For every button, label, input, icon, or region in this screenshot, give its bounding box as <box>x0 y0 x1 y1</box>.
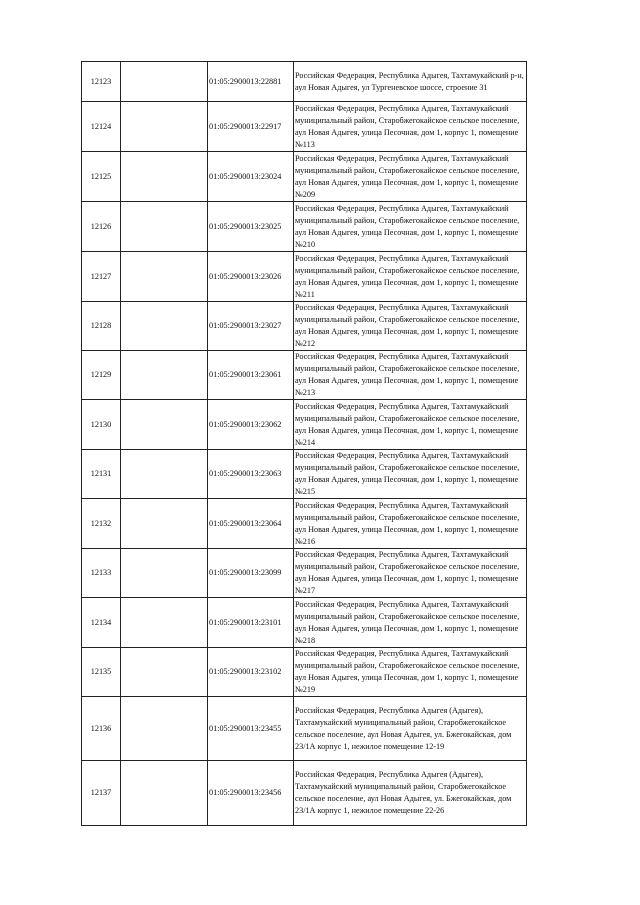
cadastral-number-cell: 01:05:2900013:23102 <box>208 648 294 697</box>
empty-cell <box>121 351 208 400</box>
empty-cell <box>121 499 208 549</box>
empty-cell <box>121 202 208 252</box>
table-row <box>82 302 527 351</box>
cadastral-number-cell: 01:05:2900013:23064 <box>208 499 294 549</box>
address-cell: Российская Федерация, Республика Адыгея, Тахтамукайский муниципальный район, Старобжегокайское сельское поселение, аул Новая Адыгея, улица Песочная, дом 1, корпус 1, помещение №214 <box>294 400 527 450</box>
address-cell: Российская Федерация, Республика Адыгея, Тахтамукайский муниципальный район, Старобжегокайское сельское поселение, аул Новая Адыгея, улица Песочная, дом 1, корпус 1, помещение №219 <box>294 648 527 697</box>
table-row <box>82 202 527 252</box>
empty-cell <box>121 62 208 102</box>
table-row <box>82 697 527 761</box>
table-row <box>82 252 527 302</box>
row-number-cell: 12131 <box>82 450 121 499</box>
address-cell: Российская Федерация, Республика Адыгея, Тахтамукайский муниципальный район, Старобжегокайское сельское поселение, аул Новая Адыгея, улица Песочная, дом 1, корпус 1, помещение №217 <box>294 549 527 598</box>
address-cell: Российская Федерация, Республика Адыгея, Тахтамукайский муниципальный район, Старобжегокайское сельское поселение, аул Новая Адыгея, улица Песочная, дом 1, корпус 1, помещение №216 <box>294 499 527 549</box>
row-number-cell: 12134 <box>82 598 121 648</box>
cadastral-number-cell: 01:05:2900013:23456 <box>208 761 294 826</box>
empty-cell <box>121 648 208 697</box>
address-cell: Российская Федерация, Республика Адыгея, Тахтамукайский муниципальный район, Старобжегокайское сельское поселение, аул Новая Адыгея, улица Песочная, дом 1, корпус 1, помещение №213 <box>294 351 527 400</box>
cadastral-number-cell: 01:05:2900013:23063 <box>208 450 294 499</box>
table-row <box>82 62 527 102</box>
cadastral-number-cell: 01:05:2900013:23455 <box>208 697 294 761</box>
table-row <box>82 400 527 450</box>
cadastral-number-cell: 01:05:2900013:23025 <box>208 202 294 252</box>
address-cell: Российская Федерация, Республика Адыгея, Тахтамукайский р-н, аул Новая Адыгея, ул Тургеневское шоссе, строение 31 <box>294 62 527 102</box>
address-cell: Российская Федерация, Республика Адыгея, Тахтамукайский муниципальный район, Старобжегокайское сельское поселение, аул Новая Адыгея, улица Песочная, дом 1, корпус 1, помещение №209 <box>294 152 527 202</box>
table-row <box>82 761 527 826</box>
address-cell: Российская Федерация, Республика Адыгея, Тахтамукайский муниципальный район, Старобжегокайское сельское поселение, аул Новая Адыгея, улица Песочная, дом 1, корпус 1, помещение №210 <box>294 202 527 252</box>
row-number-cell: 12133 <box>82 549 121 598</box>
address-cell: Российская Федерация, Республика Адыгея, Тахтамукайский муниципальный район, Старобжегокайское сельское поселение, аул Новая Адыгея, улица Песочная, дом 1, корпус 1, помещение №113 <box>294 102 527 152</box>
address-cell: Российская Федерация, Республика Адыгея, Тахтамукайский муниципальный район, Старобжегокайское сельское поселение, аул Новая Адыгея, улица Песочная, дом 1, корпус 1, помещение №215 <box>294 450 527 499</box>
cadastral-number-cell: 01:05:2900013:23099 <box>208 549 294 598</box>
row-number-cell: 12124 <box>82 102 121 152</box>
cadastral-number-cell: 01:05:2900013:22881 <box>208 62 294 102</box>
registry-table-body <box>82 62 527 826</box>
registry-table <box>81 61 527 826</box>
address-cell: Российская Федерация, Республика Адыгея, Тахтамукайский муниципальный район, Старобжегокайское сельское поселение, аул Новая Адыгея, улица Песочная, дом 1, корпус 1, помещение №212 <box>294 302 527 351</box>
cadastral-number-cell: 01:05:2900013:23062 <box>208 400 294 450</box>
empty-cell <box>121 102 208 152</box>
address-cell: Российская Федерация, Республика Адыгея (Адыгея), Тахтамукайский муниципальный район, Старобжегокайское сельское поселение, аул Новая Адыгея, ул. Бжегокайская, дом 23/1А корпус 1, нежилое помещение 12-19 <box>294 697 527 761</box>
row-number-cell: 12132 <box>82 499 121 549</box>
cadastral-number-cell: 01:05:2900013:23024 <box>208 152 294 202</box>
row-number-cell: 12125 <box>82 152 121 202</box>
cadastral-number-cell: 01:05:2900013:23026 <box>208 252 294 302</box>
row-number-cell: 12123 <box>82 62 121 102</box>
row-number-cell: 12126 <box>82 202 121 252</box>
table-row <box>82 351 527 400</box>
cadastral-number-cell: 01:05:2900013:22917 <box>208 102 294 152</box>
empty-cell <box>121 761 208 826</box>
row-number-cell: 12136 <box>82 697 121 761</box>
row-number-cell: 12135 <box>82 648 121 697</box>
table-row <box>82 549 527 598</box>
empty-cell <box>121 598 208 648</box>
empty-cell <box>121 400 208 450</box>
address-cell: Российская Федерация, Республика Адыгея (Адыгея), Тахтамукайский муниципальный район, Старобжегокайское сельское поселение, аул Новая Адыгея, ул. Бжегокайская, дом 23/1А корпус 1, нежилое помещение 22-26 <box>294 761 527 826</box>
row-number-cell: 12128 <box>82 302 121 351</box>
cadastral-number-cell: 01:05:2900013:23101 <box>208 598 294 648</box>
row-number-cell: 12127 <box>82 252 121 302</box>
empty-cell <box>121 152 208 202</box>
empty-cell <box>121 450 208 499</box>
table-row <box>82 648 527 697</box>
address-cell: Российская Федерация, Республика Адыгея, Тахтамукайский муниципальный район, Старобжегокайское сельское поселение, аул Новая Адыгея, улица Песочная, дом 1, корпус 1, помещение №211 <box>294 252 527 302</box>
table-row <box>82 450 527 499</box>
row-number-cell: 12130 <box>82 400 121 450</box>
empty-cell <box>121 252 208 302</box>
empty-cell <box>121 549 208 598</box>
cadastral-number-cell: 01:05:2900013:23061 <box>208 351 294 400</box>
row-number-cell: 12137 <box>82 761 121 826</box>
empty-cell <box>121 697 208 761</box>
address-cell: Российская Федерация, Республика Адыгея, Тахтамукайский муниципальный район, Старобжегокайское сельское поселение, аул Новая Адыгея, улица Песочная, дом 1, корпус 1, помещение №218 <box>294 598 527 648</box>
row-number-cell: 12129 <box>82 351 121 400</box>
table-row <box>82 499 527 549</box>
table-row <box>82 102 527 152</box>
table-row <box>82 598 527 648</box>
cadastral-number-cell: 01:05:2900013:23027 <box>208 302 294 351</box>
empty-cell <box>121 302 208 351</box>
table-row <box>82 152 527 202</box>
